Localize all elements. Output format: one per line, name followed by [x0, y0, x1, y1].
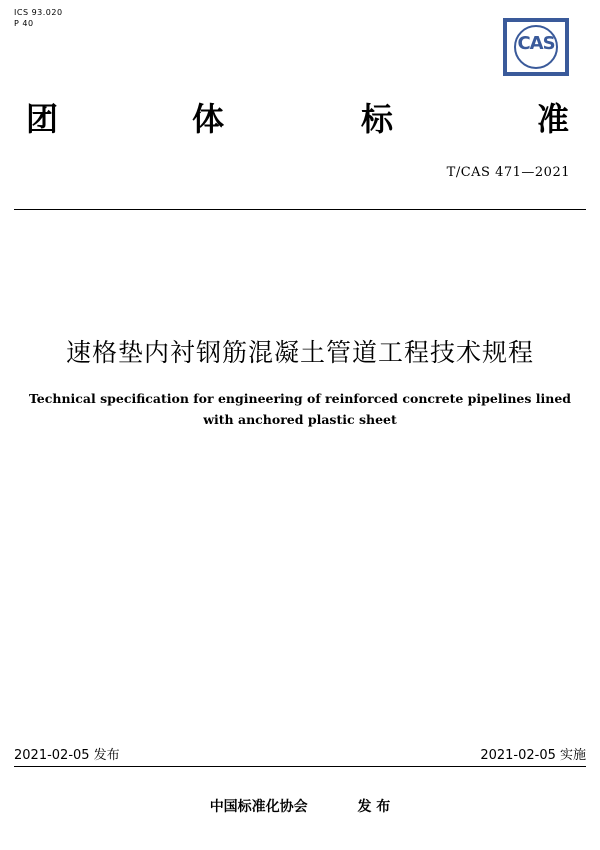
title-chinese: 速格垫内衬钢筋混凝土管道工程技术规程	[65, 338, 534, 367]
cas-logo	[503, 18, 569, 76]
top-divider	[14, 209, 586, 210]
header-char-1: 团	[26, 100, 59, 138]
cas-logo-text: CAS	[517, 33, 555, 54]
issuer	[0, 796, 600, 816]
publish-date: 2021-02-05 发布	[14, 748, 120, 763]
title-english-line-2: with anchored plastic sheet	[203, 412, 397, 427]
issuer-name: 中国标准化协会	[209, 799, 308, 815]
header-char-2: 体	[192, 100, 225, 138]
header-char-3: 标	[361, 100, 394, 138]
implement-date: 2021-02-05 实施	[480, 748, 586, 763]
header-char-4: 准	[537, 100, 570, 138]
issuer-action: 发 布	[357, 799, 391, 815]
bottom-divider	[14, 766, 586, 767]
ccs-code: P 40	[14, 19, 34, 28]
ics-code: ICS 93.020	[14, 8, 63, 17]
standard-number: T/CAS 471—2021	[446, 165, 570, 180]
title-english-line-1: Technical specification for engineering of reinforced concrete pipelines lined	[28, 391, 572, 406]
title-english	[20, 388, 580, 430]
